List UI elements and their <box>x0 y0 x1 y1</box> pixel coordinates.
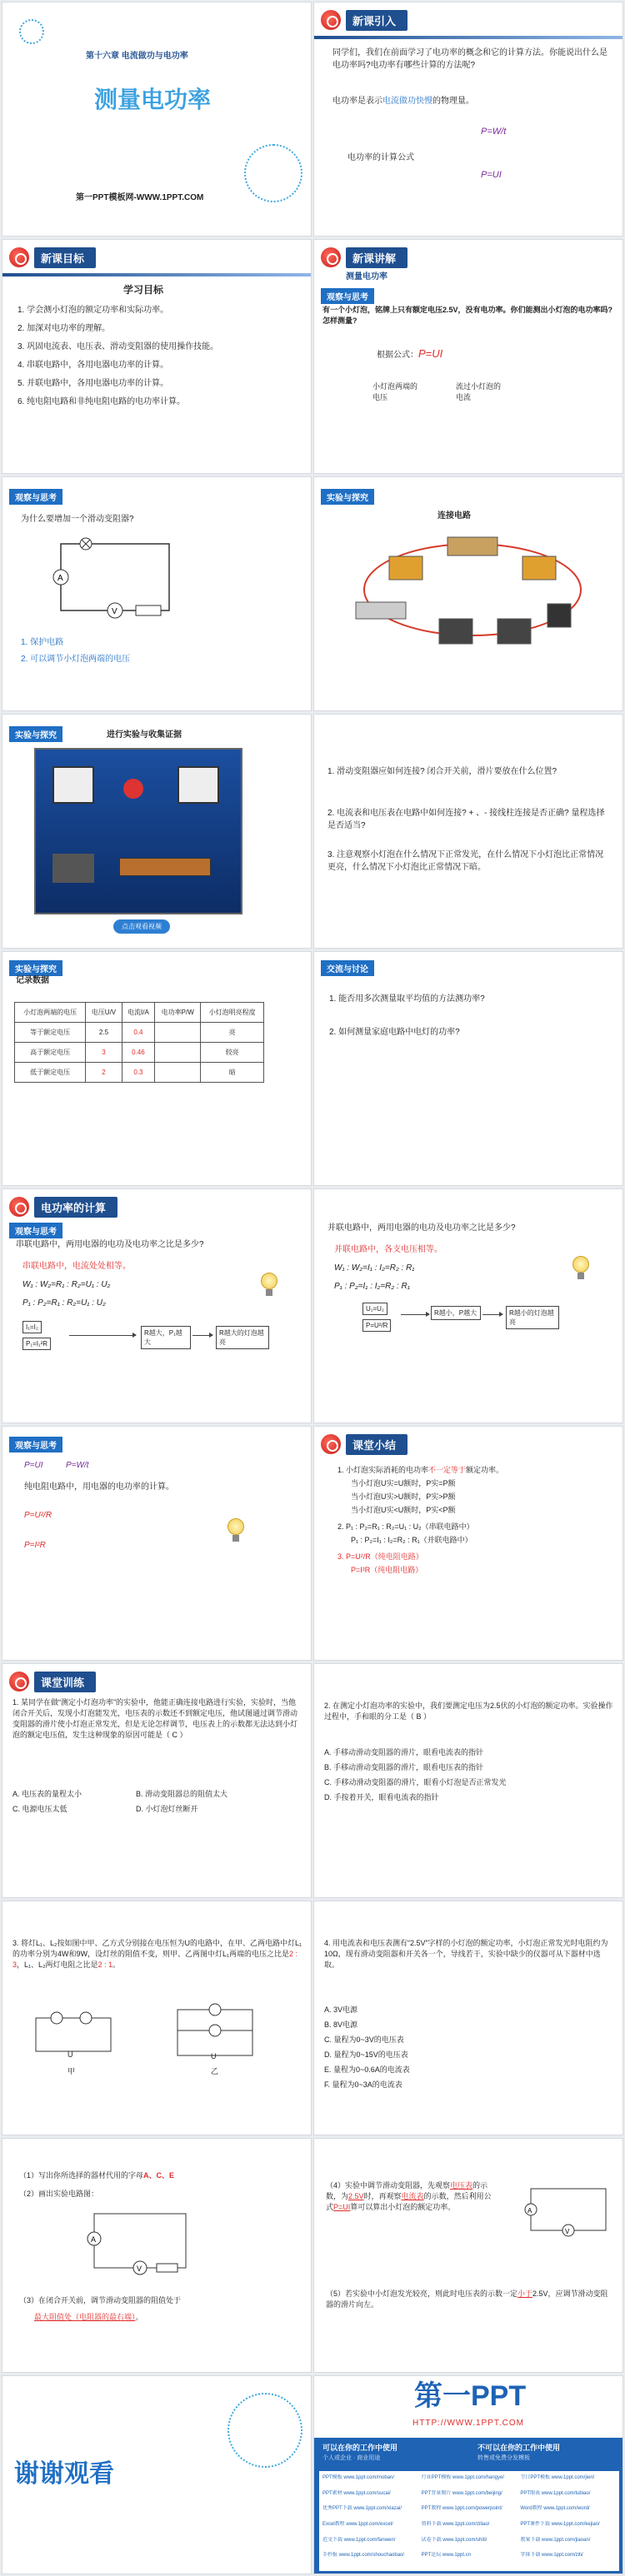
slide-3-goals <box>2 239 312 474</box>
table-row: 低于额定电压 2 0.3 暗 <box>15 1063 264 1083</box>
header-text: 新课讲解 <box>346 247 408 268</box>
footer-link[interactable]: 行业PPT模板 www.1ppt.com/hangye/ <box>421 2475 505 2480</box>
part-1: （1）写出你所选择的器材代用的字母A、C、E <box>19 2171 175 2180</box>
footer-link[interactable]: 节日PPT模板 www.1ppt.com/jieri/ <box>520 2475 595 2480</box>
section-tag: 实验与探究 <box>321 489 374 505</box>
flow-box-1: U₁=U₂ <box>362 1303 388 1315</box>
label-voltage: 小灯泡两端的电压 <box>372 382 418 402</box>
footer-link[interactable]: 范文下载 www.1ppt.com/fanwen/ <box>322 2537 396 2543</box>
section-ball-icon <box>321 10 341 30</box>
formula-pui: P=UI <box>481 170 502 180</box>
section-tag: 观察与思考 <box>321 288 374 304</box>
goal-item: 3. 巩固电流表、电压表、滑动变阻器的使用操作技能。 <box>18 342 219 351</box>
summary-line-8: P=I²R（纯电阻电路） <box>351 1566 423 1574</box>
thanks-text: 谢谢观看 <box>14 2460 114 2488</box>
header-text: 新课目标 <box>34 247 96 268</box>
slide-13-pure-resistance <box>2 1426 312 1661</box>
page-title: 测量电功率 <box>94 87 212 112</box>
lightbulb-icon <box>228 1518 244 1543</box>
footer-link[interactable]: PPT教程 www.1ppt.com/powerpoint/ <box>421 2506 502 2512</box>
slide-17-exercise-3 <box>2 1901 312 2135</box>
section-tag: 观察与思考 <box>9 1437 62 1452</box>
label-yi: 乙 <box>211 2067 219 2075</box>
section-ball-icon <box>9 247 29 267</box>
goals-title: 学习目标 <box>123 284 164 296</box>
summary-line-3: 当小灯泡U实>U额时，P实>P额 <box>351 1492 456 1501</box>
flow-box-3: R越大，P₁越大 <box>141 1326 191 1349</box>
flow-arrow <box>482 1314 502 1315</box>
section-ball-icon <box>321 1434 341 1454</box>
parallel-formula-p: P₁ : P₂=I₁ : I₂=R₂ : R₁ <box>334 1282 410 1291</box>
section-ball-icon <box>9 1672 29 1692</box>
flow-box-4: R越大的灯泡越亮 <box>216 1326 269 1349</box>
option-b: B. 滑动变阻器总的阻值太大 <box>136 1790 228 1798</box>
ammeter-icon <box>52 766 94 804</box>
section-tag: 观察与思考 <box>9 1223 62 1238</box>
circuit-diagram <box>52 536 178 627</box>
goal-item: 2. 加深对电功率的理解。 <box>18 324 111 333</box>
slide-20-exercise-4-parts <box>313 2138 623 2373</box>
option-d: D. 小灯泡灯丝断开 <box>136 1805 198 1813</box>
circuit-jia <box>28 2010 119 2068</box>
slide-7-experiment <box>2 714 312 949</box>
section-header <box>321 9 408 31</box>
definition-line: 电功率是表示电流做功快慢的物理量。 <box>332 97 474 106</box>
video-frame[interactable] <box>34 748 242 914</box>
formula-i2r: P=I²R <box>24 1541 46 1550</box>
dandelion-icon <box>244 144 302 202</box>
formula-pwt: P=W/t <box>66 1461 89 1470</box>
header-bar <box>2 273 311 277</box>
formula-pwt: P=W/t <box>481 127 507 137</box>
section-header <box>9 1196 118 1218</box>
flow-arrow <box>192 1335 212 1336</box>
question-item: 3. 注意观察小灯泡在什么情况下正常发光，在什么情况下小灯泡比正常情况更亮，什么情况下小灯泡比正常情况下暗。 <box>328 850 604 872</box>
forbidden-heading: 不可以在你的工作中使用 <box>478 2444 561 2452</box>
footer-link[interactable]: PPT课件下载 www.1ppt.com/kejian/ <box>520 2521 600 2527</box>
question-text: 为什么要增加一个滑动变阻器? <box>21 515 134 524</box>
footer-link[interactable]: 教案下载 www.1ppt.com/jiaoan/ <box>520 2537 591 2543</box>
series-question: 串联电路中，两用电器的电功及电功率之比是多少? <box>16 1240 204 1249</box>
flow-box-4: R越小的灯泡越亮 <box>506 1306 559 1329</box>
slide-1-title <box>2 2 312 237</box>
intro-paragraph: 同学们，我们在前面学习了电功率的概念和它的计算方法。你能说出什么是电功率吗?电功率有哪些计算的方法呢? <box>332 48 608 70</box>
exercise-question: 4. 用电流表和电压表测有“2.5V”字样的小灯泡的额定功率，小灯泡正常发光时电阻约为10Ω，现有滑动变阻器和开关各一个，导线若干，实验中缺少的仪器可从下器材中选取。 <box>324 1939 608 1970</box>
formula-pui: P=UI <box>24 1461 43 1470</box>
col-header: 电流I/A <box>122 1003 154 1023</box>
section-tag: 实验与探究 <box>9 960 62 976</box>
header-text: 电功率的计算 <box>34 1197 118 1218</box>
sub-header: 测量电功率 <box>346 272 388 282</box>
experiment-circuit <box>522 2180 614 2243</box>
option-c: C. 手移动滑动变阻器的滑片，眼看小灯泡是否正常发光 <box>324 1778 507 1786</box>
slide-12-parallel <box>313 1188 623 1423</box>
section-ball-icon <box>9 1197 29 1217</box>
table-row: 高于额定电压 3 0.46 较亮 <box>15 1043 264 1063</box>
section-tag: 观察与思考 <box>9 489 62 505</box>
question-text: 有一个小灯泡，铭牌上只有额定电压2.5V，没有电功率。你们能测出小灯泡的电功率吗?怎样测量? <box>322 306 613 326</box>
footer-link[interactable]: 试卷下载 www.1ppt.com/shiti/ <box>421 2537 488 2543</box>
svg-text:V: V <box>112 607 118 616</box>
summary-line-1: 1. 小灯泡实际消耗的电功率不一定等于额定功率。 <box>338 1466 504 1474</box>
answer-1: 1. 保护电路 <box>21 638 64 647</box>
footer-link[interactable]: PPT论坛 www.1ppt.cn <box>421 2553 472 2559</box>
slide-16-exercise-2 <box>313 1663 623 1898</box>
summary-line-6: P₁ : P₂=I₁ : I₂=R₂ : R₁（并联电路中） <box>351 1536 472 1544</box>
slide-19-exercise-4-parts <box>2 2138 312 2373</box>
brand-url: HTTP://WWW.1PPT.COM <box>412 2419 524 2428</box>
series-formula-p: P₁ : P₂=R₁ : R₂=U₁ : U₂ <box>22 1298 106 1308</box>
slide-15-exercise-1 <box>2 1663 312 1898</box>
part-5: （5）若实验中小灯泡发光较亮，则此时电压表的示数一定小于2.5V，应调节滑动变阻器的滑片向左。 <box>326 2290 608 2309</box>
answer-2: 2. 可以调节小灯泡两端的电压 <box>21 655 131 664</box>
section-header <box>9 1671 96 1692</box>
col-header: 电压U/V <box>86 1003 122 1023</box>
option-a: A. 手移动滑动变阻器的滑片，眼看电流表的指针 <box>324 1748 484 1756</box>
summary-line-4: 当小灯泡U实<U额时，P实<P额 <box>351 1506 456 1514</box>
parallel-question: 并联电路中，两用电器的电功及电功率之比是多少? <box>328 1223 516 1233</box>
parallel-fact: 并联电路中，各支电压相等。 <box>334 1245 442 1254</box>
footer-link[interactable]: PPT图表 www.1ppt.com/tubiao/ <box>520 2490 591 2496</box>
footer-link[interactable]: Word教程 www.1ppt.com/word/ <box>520 2506 590 2512</box>
voltmeter-icon <box>178 766 219 804</box>
option-d: D. 手按着开关，眼看电流表的指针 <box>324 1793 439 1801</box>
section-ball-icon <box>321 247 341 267</box>
option-b: B. 手移动滑动变阻器的滑片，眼看电压表的指针 <box>324 1763 484 1771</box>
slide-6-connect <box>313 476 623 711</box>
footer-link[interactable]: 手抄报 www.1ppt.com/shouchaobao/ <box>322 2553 405 2559</box>
svg-text:V: V <box>137 2265 142 2273</box>
header-text: 新课引入 <box>346 10 408 31</box>
exercise-question: 2. 在测定小灯泡功率的实验中，我们要测定电压为2.5伏的小灯泡的额定功率。实验操作过程中，手和眼的分工是（ B ） <box>324 1702 613 1721</box>
section-tag: 交流与讨论 <box>321 960 374 976</box>
option-a: A. 电压表的量程太小 <box>12 1790 82 1798</box>
goal-item: 6. 纯电阻电路和非纯电阻电路的电功率计算。 <box>18 397 186 406</box>
footer-link[interactable]: PPT模板 www.1ppt.com/moban/ <box>322 2475 395 2480</box>
col-header: 小灯泡明亮程度 <box>201 1003 264 1023</box>
option-item: E. 量程为0~0.6A的电流表 <box>324 2065 410 2074</box>
col-header: 电功率P/W <box>155 1003 201 1023</box>
slide-11-series <box>2 1188 312 1423</box>
question-item: 2. 电流表和电压表在电路中如何连接? + 、- 接线柱连接是否正确? 量程选择是否适当? <box>328 809 605 830</box>
formula-line: 根据公式：P=UI <box>377 347 443 360</box>
watch-video-button[interactable]: 点击观看视频 <box>113 919 170 934</box>
brand-logo: 第一PPT <box>414 2380 527 2412</box>
goal-item: 5. 并联电路中，各用电器电功率的计算。 <box>18 379 169 388</box>
experiment-title: 进行实验与收集证据 <box>107 730 182 740</box>
bulb-icon <box>123 779 143 799</box>
footer-link[interactable]: PPT素材 www.1ppt.com/sucai/ <box>322 2490 391 2496</box>
dandelion-icon <box>228 2393 302 2468</box>
svg-text:A: A <box>58 574 63 583</box>
svg-text:A: A <box>528 2207 532 2215</box>
circuit-label: 连接电路 <box>438 511 471 521</box>
section-header <box>9 247 96 268</box>
exercise-question: 3. 将灯L₁、L₂按如图中甲、乙方式分别接在电压恒为U的电路中，在甲、乙两电路中灯L₁的功率分别为4W和9W，设灯丝的阻值不变，则甲、乙两图中灯L₁两端的电压之比是2 : 3，L₁、L₂两灯电阻之比是2 : 1。 <box>12 1939 302 1970</box>
question-item: 1. 滑动变阻器应如何连接? 闭合开关前，滑片要放在什么位置? <box>328 767 558 776</box>
footer-link[interactable]: Excel教程 www.1ppt.com/excel/ <box>322 2521 393 2527</box>
series-fact: 串联电路中，电流处处相等。 <box>22 1262 131 1271</box>
slide-18-exercise-4 <box>313 1901 623 2135</box>
col-header: 小灯泡两端的电压 <box>15 1003 86 1023</box>
part-3: （3）在闭合开关前，调节滑动变阻器的阻值处于 <box>19 2296 182 2304</box>
goal-item: 4. 串联电路中，各用电器电功率的计算。 <box>18 361 169 370</box>
experiment-circuit <box>86 2205 194 2280</box>
allowed-heading: 可以在你的工作中使用 <box>322 2444 398 2452</box>
flow-box-2: P₁=I₁²R <box>22 1338 51 1350</box>
battery-icon <box>52 854 94 883</box>
discussion-q2: 2. 如何测量家庭电路中电灯的功率? <box>329 1028 460 1037</box>
table-row: 等于额定电压 2.5 0.4 亮 <box>15 1023 264 1043</box>
series-formula-w: W₁ : W₂=R₁ : R₂=U₁ : U₂ <box>22 1280 111 1289</box>
label-u-yi: U <box>211 2052 217 2060</box>
formula-u2r: P=U²/R <box>24 1511 52 1520</box>
svg-text:V: V <box>565 2228 570 2235</box>
part-4: （4）实验中调节滑动变阻器，先观察电压表的示数，为2.5V时，再观察电流表的示数，然后利用公式P=UI算可以算出小灯泡的额定功率。 <box>326 2181 492 2212</box>
slide-4-measure <box>313 239 623 474</box>
footer-link[interactable]: 字体下载 www.1ppt.com/ziti/ <box>520 2553 583 2559</box>
data-table <box>14 1002 264 1083</box>
forbidden-text: 转售或免费分发模板 <box>478 2455 530 2461</box>
flow-arrow <box>69 1335 136 1336</box>
option-item: B. 8V电源 <box>324 2020 358 2029</box>
section-tag: 实验与探究 <box>9 726 62 742</box>
slide-14-summary <box>313 1426 623 1661</box>
flow-box-1: I₁=I₂ <box>22 1321 42 1333</box>
record-title: 记录数据 <box>16 976 49 985</box>
link-list <box>322 2474 616 2568</box>
flow-box-3: R越小，P越大 <box>431 1306 481 1320</box>
flow-arrow <box>401 1314 429 1315</box>
option-c: C. 电源电压太低 <box>12 1805 68 1813</box>
exercise-question: 1. 某同学在做“测定小灯泡功率”的实验中，他能正确连接电路进行实验，实验时，当他闭合开关后，发现小灯泡能发光，电压表的示数还不到额定电压，他试图通过调节滑动变阻器的滑片使小灯泡正常发光，但是无论怎样调节，电压表上的示数都无法达到小灯泡的额定电压值，发生这种现象的原因可能是（ C ） <box>12 1698 298 1740</box>
part-3-answer: 最大阻值处（电阻器的最右端）。 <box>34 2313 143 2321</box>
label-current: 流过小灯泡的电流 <box>456 382 502 402</box>
label-jia: 甲 <box>68 2067 76 2075</box>
part-2: （2）画出实验电路图： <box>19 2190 99 2198</box>
table-header <box>15 1003 264 1023</box>
brand-line: 第一PPT模板网-WWW.1PPT.COM <box>76 193 204 202</box>
option-item: A. 3V电源 <box>324 2005 358 2014</box>
discussion-q1: 1. 能否用多次测量取平均值的方法测功率? <box>329 994 485 1004</box>
summary-line-5: 2. P₁ : P₂=R₁ : R₂=U₁ : U₂（串联电路中） <box>338 1522 474 1531</box>
svg-text:A: A <box>91 2235 97 2244</box>
lightbulb-icon <box>261 1273 278 1298</box>
allowed-text: 个人或企业 · 商业用途 <box>322 2455 381 2461</box>
pure-resistance-text: 纯电阻电路中，用电器的电功率的计算。 <box>24 1482 174 1492</box>
parallel-formula-w: W₁ : W₂=I₁ : I₂=R₂ : R₁ <box>334 1263 415 1273</box>
chapter-label: 第十六章 电流做功与电功率 <box>86 52 188 61</box>
slide-2-intro <box>313 2 623 237</box>
slide-9-data <box>2 951 312 1186</box>
apparatus-illustration <box>339 527 606 652</box>
section-header <box>321 1433 408 1455</box>
formula-label: 电功率的计算公式 <box>348 153 414 162</box>
slide-5-rheostat <box>2 476 312 711</box>
option-item: D. 量程为0~15V的电压表 <box>324 2050 408 2059</box>
section-header <box>321 247 408 268</box>
goal-item: 1. 学会测小灯泡的额定功率和实际功率。 <box>18 306 169 315</box>
rheostat-icon <box>119 858 211 876</box>
slide-21-thanks <box>2 2375 312 2574</box>
header-bar <box>314 36 622 39</box>
summary-line-2: 当小灯泡U实=U额时，P实=P额 <box>351 1479 456 1487</box>
header-text: 课堂小结 <box>346 1434 408 1455</box>
lightbulb-icon <box>572 1256 589 1281</box>
slide-8-questions <box>313 714 623 949</box>
summary-line-7: 3. P=U²/R（纯电阻电路） <box>338 1552 423 1561</box>
option-item: C. 量程为0~3V的电压表 <box>324 2035 404 2044</box>
option-item: F. 量程为0~3A的电流表 <box>324 2080 402 2089</box>
footer-link[interactable]: 优秀PPT下载 www.1ppt.com/xiazai/ <box>322 2506 402 2512</box>
footer-link[interactable]: PPT背景图片 www.1ppt.com/beijing/ <box>421 2490 502 2496</box>
flow-box-2: P=U²/R <box>362 1319 391 1332</box>
label-u-jia: U <box>68 2050 73 2059</box>
dandelion-small-icon <box>19 19 44 44</box>
footer-link[interactable]: 资料下载 www.1ppt.com/ziliao/ <box>421 2521 490 2527</box>
slide-10-discussion <box>313 951 623 1186</box>
slide-22-brand <box>313 2375 623 2574</box>
header-text: 课堂训练 <box>34 1672 96 1692</box>
